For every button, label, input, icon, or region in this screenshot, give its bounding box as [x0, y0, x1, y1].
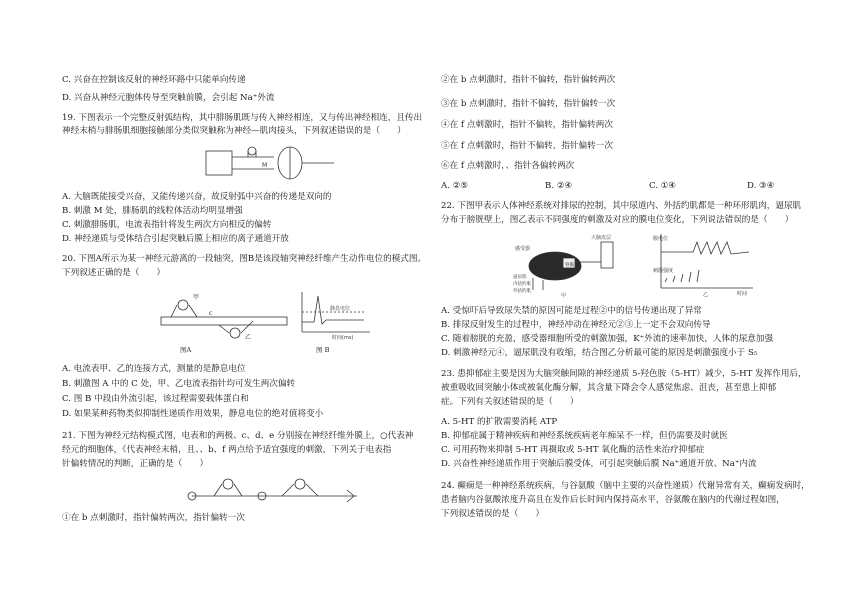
fig20-caption-a: 图A [180, 346, 192, 354]
label-time: 时间 [737, 291, 748, 297]
cortex-box [601, 242, 613, 268]
q20-option-b: B. 刺激图 A 中的 C 处，甲、乙电流表指针均可发生两次偏转 [62, 379, 296, 389]
label-potential: 膜电位 [653, 236, 669, 242]
q19-option-a: A. 大脑既能接受兴奋，又能传递兴奋，故反射弧中兴奋的传递是双向的 [62, 192, 332, 202]
svg-text:M: M [262, 162, 268, 169]
q24-stem-line1: 24. 癫痫是一种神经系统疾病，与谷氨酸（脑中主要的兴奋性递质）代谢异常有关，癫痫发病时， [441, 481, 810, 491]
q24-stem-line3: 下列叙述错误的是（ ） [441, 509, 545, 519]
meter-a-icon [223, 479, 233, 489]
label-time: 时间(ms) [332, 335, 354, 340]
q22-figure-yi [653, 232, 757, 298]
q23-stem-line3: 症。下列有关叙述错误的是（ ） [441, 397, 579, 407]
q22-stem-line2: 分布于膀胱壁上，图乙表示不同强度的刺激及对应的膜电位变化，下列说法错误的是（ ） [441, 215, 794, 225]
q21-statement-4: ④在 f 点刺激时，指针不偏转，指针偏转两次 [441, 120, 613, 130]
q23-option-a: A. 5-HT 的扩散需要消耗 ATP [441, 417, 558, 427]
q18-option-d: D. 兴奋从神经元胞体传导至突触前膜，会引起 Na⁺外流 [62, 93, 275, 103]
q19-option-d: D. 神经递质与受体结合引起突触后膜上相应的离子通道开放 [62, 234, 289, 244]
q21-statement-2: ②在 b 点刺激时，指针不偏转，指针偏转两次 [441, 75, 616, 85]
label-jia: 甲 [193, 294, 200, 301]
label-detrusor: 逼尿肌 [513, 275, 527, 280]
q22-option-a: A. 受惊吓后导致尿失禁的原因可能是过程②中的信号传递出现了异常 [441, 306, 702, 316]
q23-option-b: B. 抑郁症属于精神疾病和神经系统疾病老年痴呆不一样，但仍需要及时就医 [441, 431, 728, 441]
q22-option-b: B. 排尿反射发生的过程中，神经冲动在神经元②③上一定不会双向传导 [441, 320, 711, 330]
q24-stem-line2: 患者脑内谷氨酸浓度升高且在发作后长时间内保持高水平，谷氨酸在脑内的代谢过程如图， [441, 495, 785, 505]
q20-stem-line2: 下列叙述正确的是（ ） [62, 268, 166, 278]
membrane-potential-trace [661, 242, 749, 254]
galvanometer-icon [248, 147, 256, 155]
q22-figure-jia [513, 230, 633, 298]
q21-choice-b: B. ②④ [545, 181, 573, 191]
q22-option-c: C. 随着膀胱的充盈，感受器细胞所受的刺激加强，K⁺外流的速率加快，人体的尿意加强 [441, 334, 774, 344]
q21-stem-line2: 经元的细胞体，《代表神经末梢，且、、b、f 两点给予适宜强度的刺激，下列关于电表指 [62, 445, 392, 455]
label-stim: 刺激强度 [653, 268, 674, 274]
q20-stem-line1: 20. 下图A所示为某一神经元游离的一段轴突，图B是该段轴突神经纤维产生动作电位的模式图。 [62, 254, 427, 264]
q22-stem-line1: 22. 下图甲表示人体神经系统对排尿的控制，其中尿道内、外括约肌都是一种环形肌肉，逼尿肌 [441, 201, 802, 211]
q21-neuron-figure [182, 476, 362, 504]
q23-option-c: C. 可用药物来抑制 5-HT 再摄取或 5-HT 氧化酶的活性来治疗抑郁症 [441, 445, 705, 455]
ammeter-jia-icon [178, 300, 188, 310]
q23-stem-line1: 23. 患抑郁症主要是因为大脑突触间隙的神经递质 5-羟色胺（5-HT）减少，5-HT 发挥作用后， [441, 369, 807, 379]
q19-stem-line1: 19. 下图表示一个完整反射弧结构，其中腓肠肌既与传入神经相连，又与传出神经相连，且传出 [62, 113, 423, 123]
q21-choice-a: A. ②⑤ [441, 181, 469, 191]
spinal-cord-box [206, 151, 232, 175]
fig20-caption-b: 图 B [316, 346, 330, 354]
q19-option-c: C. 刺激腓肠肌，电流表指针将发生两次方向相反的偏转 [62, 220, 272, 230]
q21-choice-c: C. ①④ [649, 181, 677, 191]
q19-reflex-arc-figure [204, 143, 354, 187]
q21-stem-line1: 21. 下图为神经元结构模式图，电表和的两极、c、d、e 分别接在神经纤维外膜上，○代表神 [62, 431, 414, 441]
q23-option-d: D. 兴奋性神经递质作用于突触后膜受体，可引起突触后膜 Na⁺通道开放、Na⁺内流 [441, 459, 757, 469]
label-jia: 甲 [561, 293, 567, 298]
label-yi: 乙 [245, 334, 252, 341]
q20-option-c: C. 图 B 中段由外流引起，该过程需要载体蛋白和 [62, 394, 249, 404]
q21-statement-5: ⑤在 f 点刺激时，指针不偏转，指针偏转一次 [441, 141, 613, 151]
q23-stem-line2: 被重吸收回突触小体或被氧化酶分解，其含量下降会令人感觉焦虑、沮丧，甚至患上抑郁 [441, 383, 777, 393]
axon-shape [161, 317, 287, 325]
q21-choice-d: D. ③④ [747, 181, 775, 191]
q21-statement-1: ①在 b 点刺激时，指针偏转两次，指针偏转一次 [62, 513, 245, 523]
label-spinal: 脊髓 [565, 263, 574, 268]
q22-option-d: D. 刺激神经元④，逼尿肌没有收缩，结合图乙分析最可能的原因是刺激强度小于 S₅ [441, 348, 758, 358]
label-yi: 乙 [703, 292, 709, 298]
q21-statement-3: ③在 b 点刺激时，指针不偏转，指针偏转一次 [441, 99, 616, 109]
label-rest-potential: 静息电位 [330, 306, 351, 312]
label-c: c [209, 310, 213, 317]
meter-b-icon [295, 479, 305, 489]
q20-option-a: A. 电流表甲、乙的连接方式，测量的是静息电位 [62, 364, 246, 374]
label-outer: 外括约肌 [513, 289, 531, 294]
q21-stem-line3: 针偏转情况的判断，正确的是（ ） [62, 459, 209, 469]
label-inner: 内括约肌 [513, 282, 531, 287]
q21-statement-6: ⑥在 f 点刺激时，、指针各偏转两次 [441, 161, 575, 171]
q18-option-c: C. 兴奋在控制该反射的神经环路中只能单向传递 [62, 75, 246, 85]
q20-option-d: D. 如果某种药物类似抑制性递质作用效果，静息电位的绝对值将变小 [62, 409, 324, 419]
label-cortex: 大脑皮层 [591, 235, 612, 241]
q19-option-b: B. 刺激 M 处，腓肠肌的线粒体活动均明显增强 [62, 206, 243, 216]
label-sensor: 感受器 [515, 246, 531, 252]
q19-stem-line2: 神经末梢与腓肠肌细胞接触部分类似突触称为神经—肌肉接头，下列叙述错误的是（ ） [62, 126, 406, 136]
q20-figure-a [157, 287, 292, 342]
q20-figure-b [294, 288, 374, 340]
ammeter-yi-icon [230, 328, 240, 338]
